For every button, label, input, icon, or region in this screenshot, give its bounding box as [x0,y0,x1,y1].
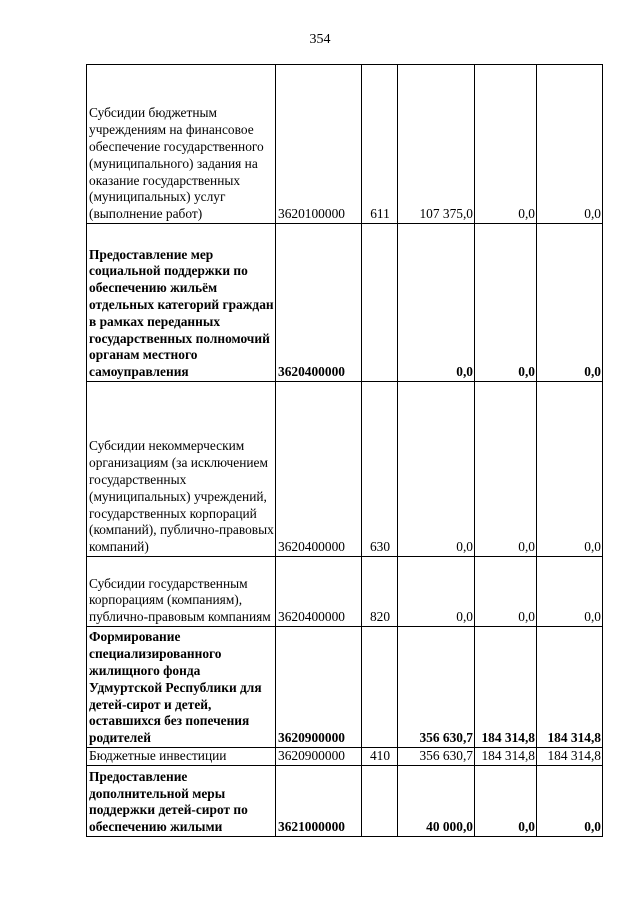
row-code: 3620100000 [276,65,362,224]
row-code: 3620400000 [276,382,362,557]
row-name: Предоставление дополнительной меры поддержки детей-сирот по обеспечению жилыми [87,766,276,837]
row-value-3: 0,0 [537,557,603,627]
row-type [362,627,398,748]
row-value-1: 0,0 [398,382,475,557]
row-name: Бюджетные инвестиции [87,748,276,766]
row-name: Субсидии государственным корпорациям (компаниям), публично-правовым компаниям [87,557,276,627]
table-row [87,748,603,766]
table-row [87,65,603,224]
row-code: 3620400000 [276,557,362,627]
table-row [87,557,603,627]
row-value-1: 356 630,7 [398,627,475,748]
row-value-3: 184 314,8 [537,748,603,766]
row-value-2: 0,0 [475,65,537,224]
row-code: 3620900000 [276,748,362,766]
table-row [87,382,603,557]
table-row [87,224,603,382]
row-value-3: 0,0 [537,382,603,557]
budget-table [86,64,603,837]
row-value-2: 184 314,8 [475,748,537,766]
row-code: 3621000000 [276,766,362,837]
row-type [362,766,398,837]
row-value-3: 0,0 [537,65,603,224]
row-value-1: 40 000,0 [398,766,475,837]
row-type: 410 [362,748,398,766]
row-name: Субсидии бюджетным учреждениям на финансовое обеспечение государственного (муниципального) задания на оказание государственных (муниципальных) услуг (выполнение работ) [87,65,276,224]
row-code: 3620900000 [276,627,362,748]
row-type [362,224,398,382]
row-value-2: 184 314,8 [475,627,537,748]
page-number: 354 [309,32,331,47]
row-name: Формирование специализированного жилищного фонда Удмуртской Республики для детей-сирот и детей, оставшихся без попечения родителей [87,627,276,748]
row-value-2: 0,0 [475,224,537,382]
row-value-2: 0,0 [475,766,537,837]
row-type: 611 [362,65,398,224]
row-value-3: 0,0 [537,224,603,382]
row-code: 3620400000 [276,224,362,382]
row-value-3: 0,0 [537,766,603,837]
row-value-1: 107 375,0 [398,65,475,224]
row-type: 820 [362,557,398,627]
row-value-1: 0,0 [398,557,475,627]
row-name: Субсидии некоммерческим организациям (за исключением государственных (муниципальных) учреждений, государственных корпораций (компаний), публично-правовых компаний) [87,382,276,557]
row-value-1: 356 630,7 [398,748,475,766]
row-value-3: 184 314,8 [537,627,603,748]
row-type: 630 [362,382,398,557]
row-value-2: 0,0 [475,382,537,557]
row-value-1: 0,0 [398,224,475,382]
table-row [87,766,603,837]
row-value-2: 0,0 [475,557,537,627]
row-name: Предоставление мер социальной поддержки по обеспечению жильём отдельных категорий граждан в рамках переданных государственных полномочий органам местного самоуправления [87,224,276,382]
table-row [87,627,603,748]
